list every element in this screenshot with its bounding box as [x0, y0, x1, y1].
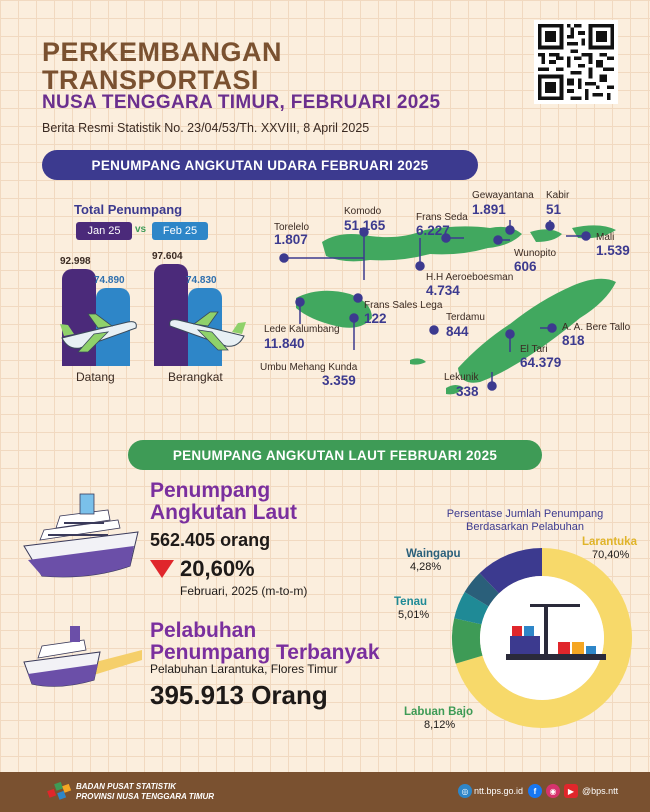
footer-org-line-1: BADAN PUSAT STATISTIK [76, 782, 176, 791]
sea-passenger-heading [150, 480, 297, 524]
category-label-datang: Datang [76, 370, 115, 384]
sea-change-percent: 20,60% [180, 556, 255, 581]
donut-slice-labuan-bajo [452, 618, 483, 663]
airport-value: 818 [562, 333, 585, 348]
airport-name: Frans Seda [416, 212, 468, 223]
donut-title-line-1: Persentase Jumlah Penumpang [446, 508, 604, 520]
footer-org-line-2: PROVINSI NUSA TENGGARA TIMUR [76, 792, 215, 801]
airport-value: 51 [546, 202, 562, 217]
busiest-port-count: 395.913 Orang [150, 680, 328, 710]
airport-name: Gewayantana [472, 190, 534, 201]
footer-social-handle[interactable]: @bps.ntt [582, 786, 619, 796]
decrease-arrow-icon [150, 560, 174, 578]
busiest-port-location: Pelabuhan Larantuka, Flores Timur [150, 662, 338, 676]
airplane-depart-icon [166, 306, 248, 356]
bps-logo-icon [46, 778, 72, 804]
legend-feb: Feb 25 [152, 222, 208, 240]
category-label-berangkat: Berangkat [168, 370, 223, 384]
lembata-island [530, 229, 562, 242]
donut-label-name: Labuan Bajo [404, 706, 474, 718]
airport-name: Torelelo [274, 222, 310, 233]
footer-website-link[interactable]: ntt.bps.go.id [474, 786, 524, 796]
airport-name: H.H Aeroeboesman [426, 272, 514, 283]
donut-label-name: Tenau [394, 596, 428, 608]
airport-value: 3.359 [322, 373, 356, 388]
airport-name: Komodo [344, 206, 382, 217]
airport-name: El Tari [520, 344, 548, 355]
cruise-ship-icon [20, 480, 144, 590]
airport-name: Kabir [546, 190, 570, 201]
sea-heading-line-1: Penumpang [150, 479, 271, 502]
port-heading-line-2: Penumpang Terbanyak [150, 641, 380, 664]
sea-change-note: Februari, 2025 (m-to-m) [180, 584, 308, 598]
airport-value: 11.840 [264, 336, 305, 351]
airport-value: 51.165 [344, 218, 386, 233]
airport-name: Umbu Mehang Kunda [260, 362, 358, 373]
donut-label-value: 70,40% [592, 549, 630, 561]
donut-title-line-2: Berdasarkan Pelabuhan [465, 521, 585, 533]
airport-value: 1.891 [472, 202, 506, 217]
bar-value-label: 92.998 [60, 256, 91, 268]
airport-name: Lede Kalumbang [264, 324, 340, 335]
airport-value: 606 [514, 259, 537, 274]
release-number: Berita Resmi Statistik No. 23/04/53/Th. XXVIII, 8 April 2025 [42, 121, 370, 135]
youtube-icon[interactable]: ▶ [564, 784, 578, 798]
busiest-port-heading [150, 620, 380, 664]
sea-passenger-count: 562.405 orang [150, 530, 271, 550]
bar-value-label: 97.604 [152, 251, 183, 263]
airport-name: Mali [596, 232, 615, 243]
title-line-2: TRANSPORTASI [42, 65, 260, 95]
donut-label-name: Waingapu [406, 548, 461, 560]
airport-value: 6.227 [416, 223, 450, 238]
airport-value: 844 [446, 324, 469, 339]
globe-icon[interactable]: ◎ [458, 784, 472, 798]
donut-label-value: 8,12% [424, 719, 456, 731]
airport-value: 1.539 [596, 243, 630, 258]
airport-name: Terdamu [446, 312, 485, 323]
donut-label-value: 5,01% [398, 609, 430, 621]
airport-name: A. A. Bere Tallo [562, 322, 631, 333]
legend-vs: vs [135, 224, 147, 235]
air-section-banner: PENUMPANG ANGKUTAN UDARA FEBRUARI 2025 [42, 150, 478, 180]
airport-value: 64.379 [520, 355, 562, 370]
sabu-island [410, 358, 426, 364]
airport-name: Wunopito [514, 248, 557, 259]
sea-section-banner: PENUMPANG ANGKUTAN LAUT FEBRUARI 2025 [128, 440, 542, 470]
facebook-icon[interactable]: f [528, 784, 542, 798]
bar-value-label: 74.830 [186, 275, 217, 287]
instagram-icon[interactable]: ◉ [546, 784, 560, 798]
airport-value: 4.734 [426, 283, 460, 298]
airport-value: 1.807 [274, 232, 308, 247]
donut-label-name: Larantuka [582, 536, 637, 548]
donut-label-value: 4,28% [410, 561, 442, 573]
sea-heading-line-2: Angkutan Laut [150, 501, 297, 524]
bar-value-label: 74.890 [94, 275, 125, 287]
airport-name: Lekunik [444, 372, 479, 383]
legend-jan: Jan 25 [76, 222, 132, 240]
airport-value: 122 [364, 311, 387, 326]
total-passenger-title: Total Penumpang [74, 202, 183, 217]
port-crane-icon [500, 600, 610, 670]
airplane-arrive-icon [58, 308, 140, 358]
title-line-1: PERKEMBANGAN [42, 37, 283, 67]
ferry-ship-icon [20, 620, 146, 700]
airport-name: Frans Sales Lega [364, 300, 443, 311]
donut-title [420, 508, 630, 534]
port-heading-line-1: Pelabuhan [150, 619, 257, 642]
region-subtitle: NUSA TENGGARA TIMUR, FEBRUARI 2025 [42, 92, 441, 113]
airport-value: 338 [456, 384, 479, 399]
